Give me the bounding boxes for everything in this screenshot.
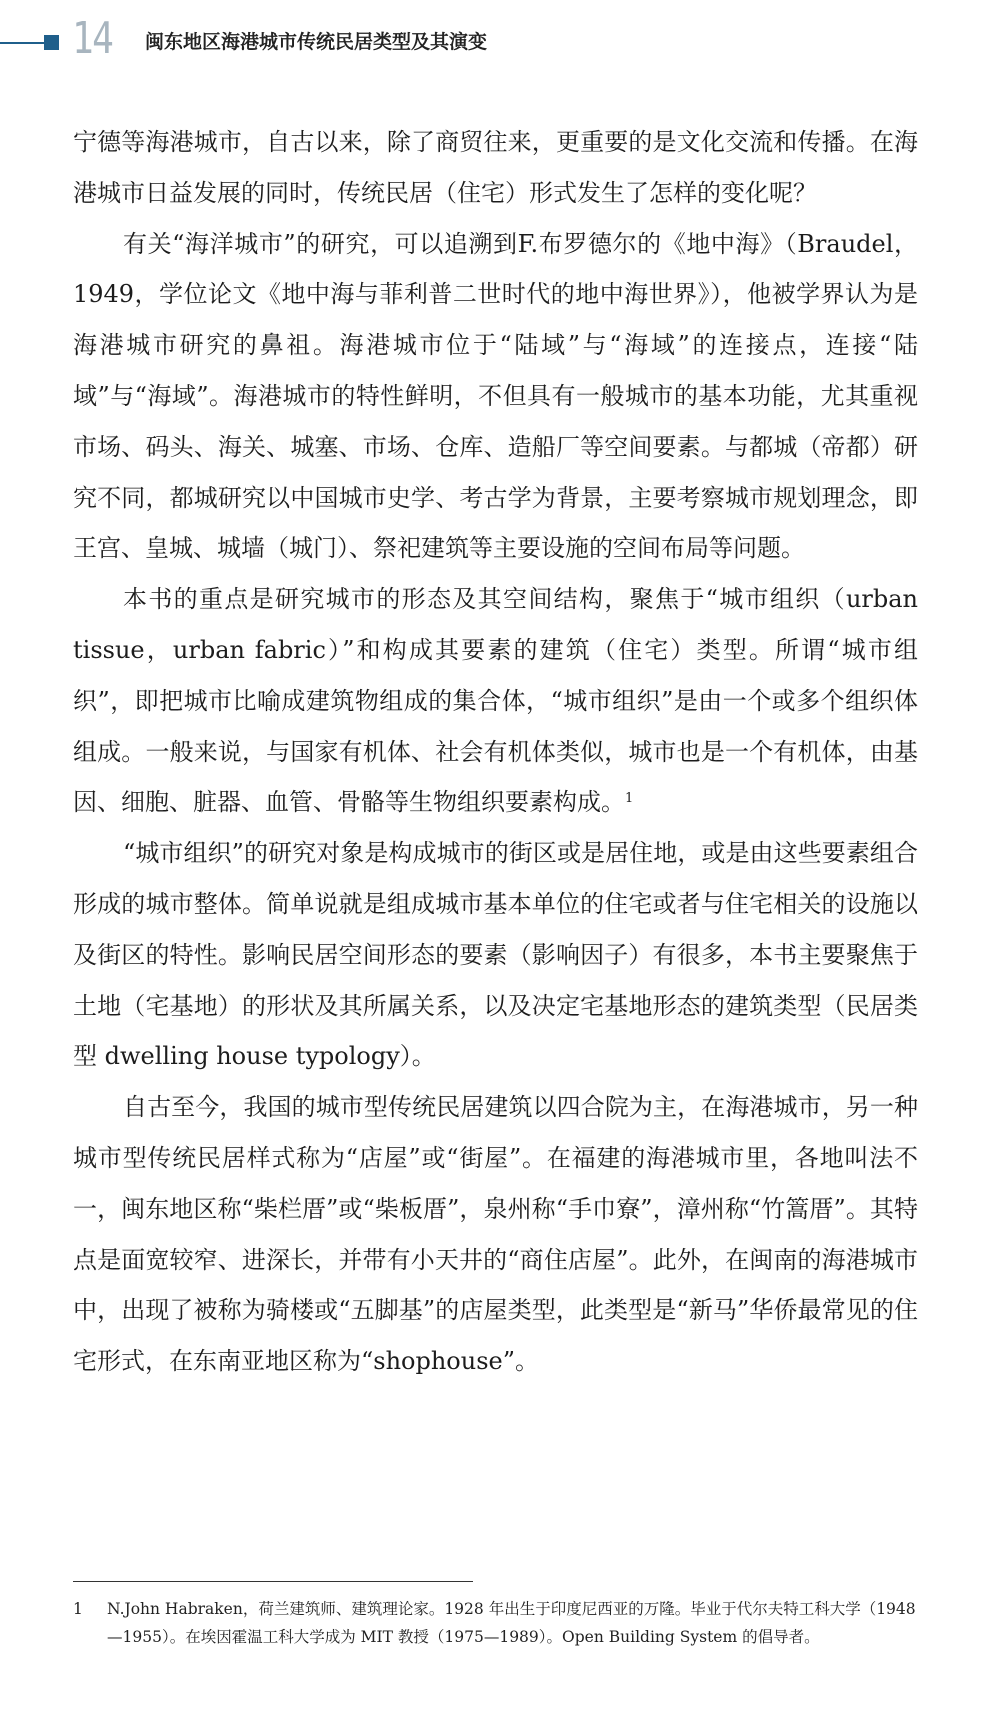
footnote bbox=[73, 1595, 918, 1651]
paragraph-5: 自古至今，我国的城市型传统民居建筑以四合院为主，在海港城市，另一种城市型传统民居样式称为“店屋”或“街屋”。在福建的海港城市里，各地叫法不一，闽东地区称“柴栏厝”或“柴板厝”，泉州称“手巾寮”，漳州称“竹篙厝”。其特点是面宽较窄、进深长，并带有小天井的“商住店屋”。此外，在闽南的海港城市中，出现了被称为骑楼或“五脚基”的店屋类型，此类型是“新马”华侨最常见的住宅形式，在东南亚地区称为“shophouse”。 bbox=[73, 1093, 918, 1376]
header-accent-line bbox=[0, 42, 44, 44]
paragraph-2: 有关“海洋城市”的研究，可以追溯到F.布罗德尔的《地中海》（Braudel，1949，学位论文《地中海与菲利普二世时代的地中海世界》），他被学界认为是海港城市研究的鼻祖。海港城市位于“陆域”与“海域”的连接点，连接“陆域”与“海域”。海港城市的特性鲜明，不但具有一般城市的基本功能，尤其重视市场、码头、海关、城塞、市场、仓库、造船厂等空间要素。与都城（帝都）研究不同，都城研究以中国城市史学、考古学为背景，主要考察城市规划理念，即王宫、皇城、城墙（城门）、祭祀建筑等主要设施的空间布局等问题。 bbox=[73, 229, 918, 563]
paragraph-4: “城市组织”的研究对象是构成城市的街区或是居住地，或是由这些要素组合形成的城市整体。简单说就是组成城市基本单位的住宅或者与住宅相关的设施以及街区的特性。影响民居空间形态的要素（影响因子）有很多，本书主要聚焦于土地（宅基地）的形状及其所属关系，以及决定宅基地形态的建筑类型（民居类型 dwelling house typology）。 bbox=[73, 839, 918, 1071]
footnote-divider bbox=[73, 1581, 473, 1582]
header-accent-square bbox=[44, 35, 59, 50]
footnote-reference[interactable]: 1 bbox=[625, 791, 634, 807]
main-text bbox=[73, 117, 918, 1387]
page-header bbox=[0, 0, 988, 80]
running-title: 闽东地区海港城市传统民居类型及其演变 bbox=[145, 31, 488, 53]
paragraph-3 bbox=[73, 574, 918, 828]
footnote-number: 1 bbox=[73, 1600, 83, 1618]
footnote-text: N.John Habraken，荷兰建筑师、建筑理论家。1928 年出生于印度尼西亚的万隆。毕业于代尔夫特工科大学（1948—1955）。在埃因霍温工科大学成为 MIT 教授（1975—1989）。Open Building System 的倡导者。 bbox=[107, 1600, 916, 1646]
paragraph-1: 宁德等海港城市，自古以来，除了商贸往来，更重要的是文化交流和传播。在海港城市日益发展的同时，传统民居（住宅）形式发生了怎样的变化呢？ bbox=[73, 128, 918, 207]
page-number: 14 bbox=[72, 13, 113, 64]
paragraph-3-text: 本书的重点是研究城市的形态及其空间结构，聚焦于“城市组织（urban tissue，urban fabric）”和构成其要素的建筑（住宅）类型。所谓“城市组织”，即把城市比喻成建筑物组成的集合体，“城市组织”是由一个或多个组织体组成。一般来说，与国家有机体、社会有机体类似，城市也是一个有机体，由基因、细胞、脏器、血管、骨骼等生物组织要素构成。 bbox=[73, 585, 918, 817]
